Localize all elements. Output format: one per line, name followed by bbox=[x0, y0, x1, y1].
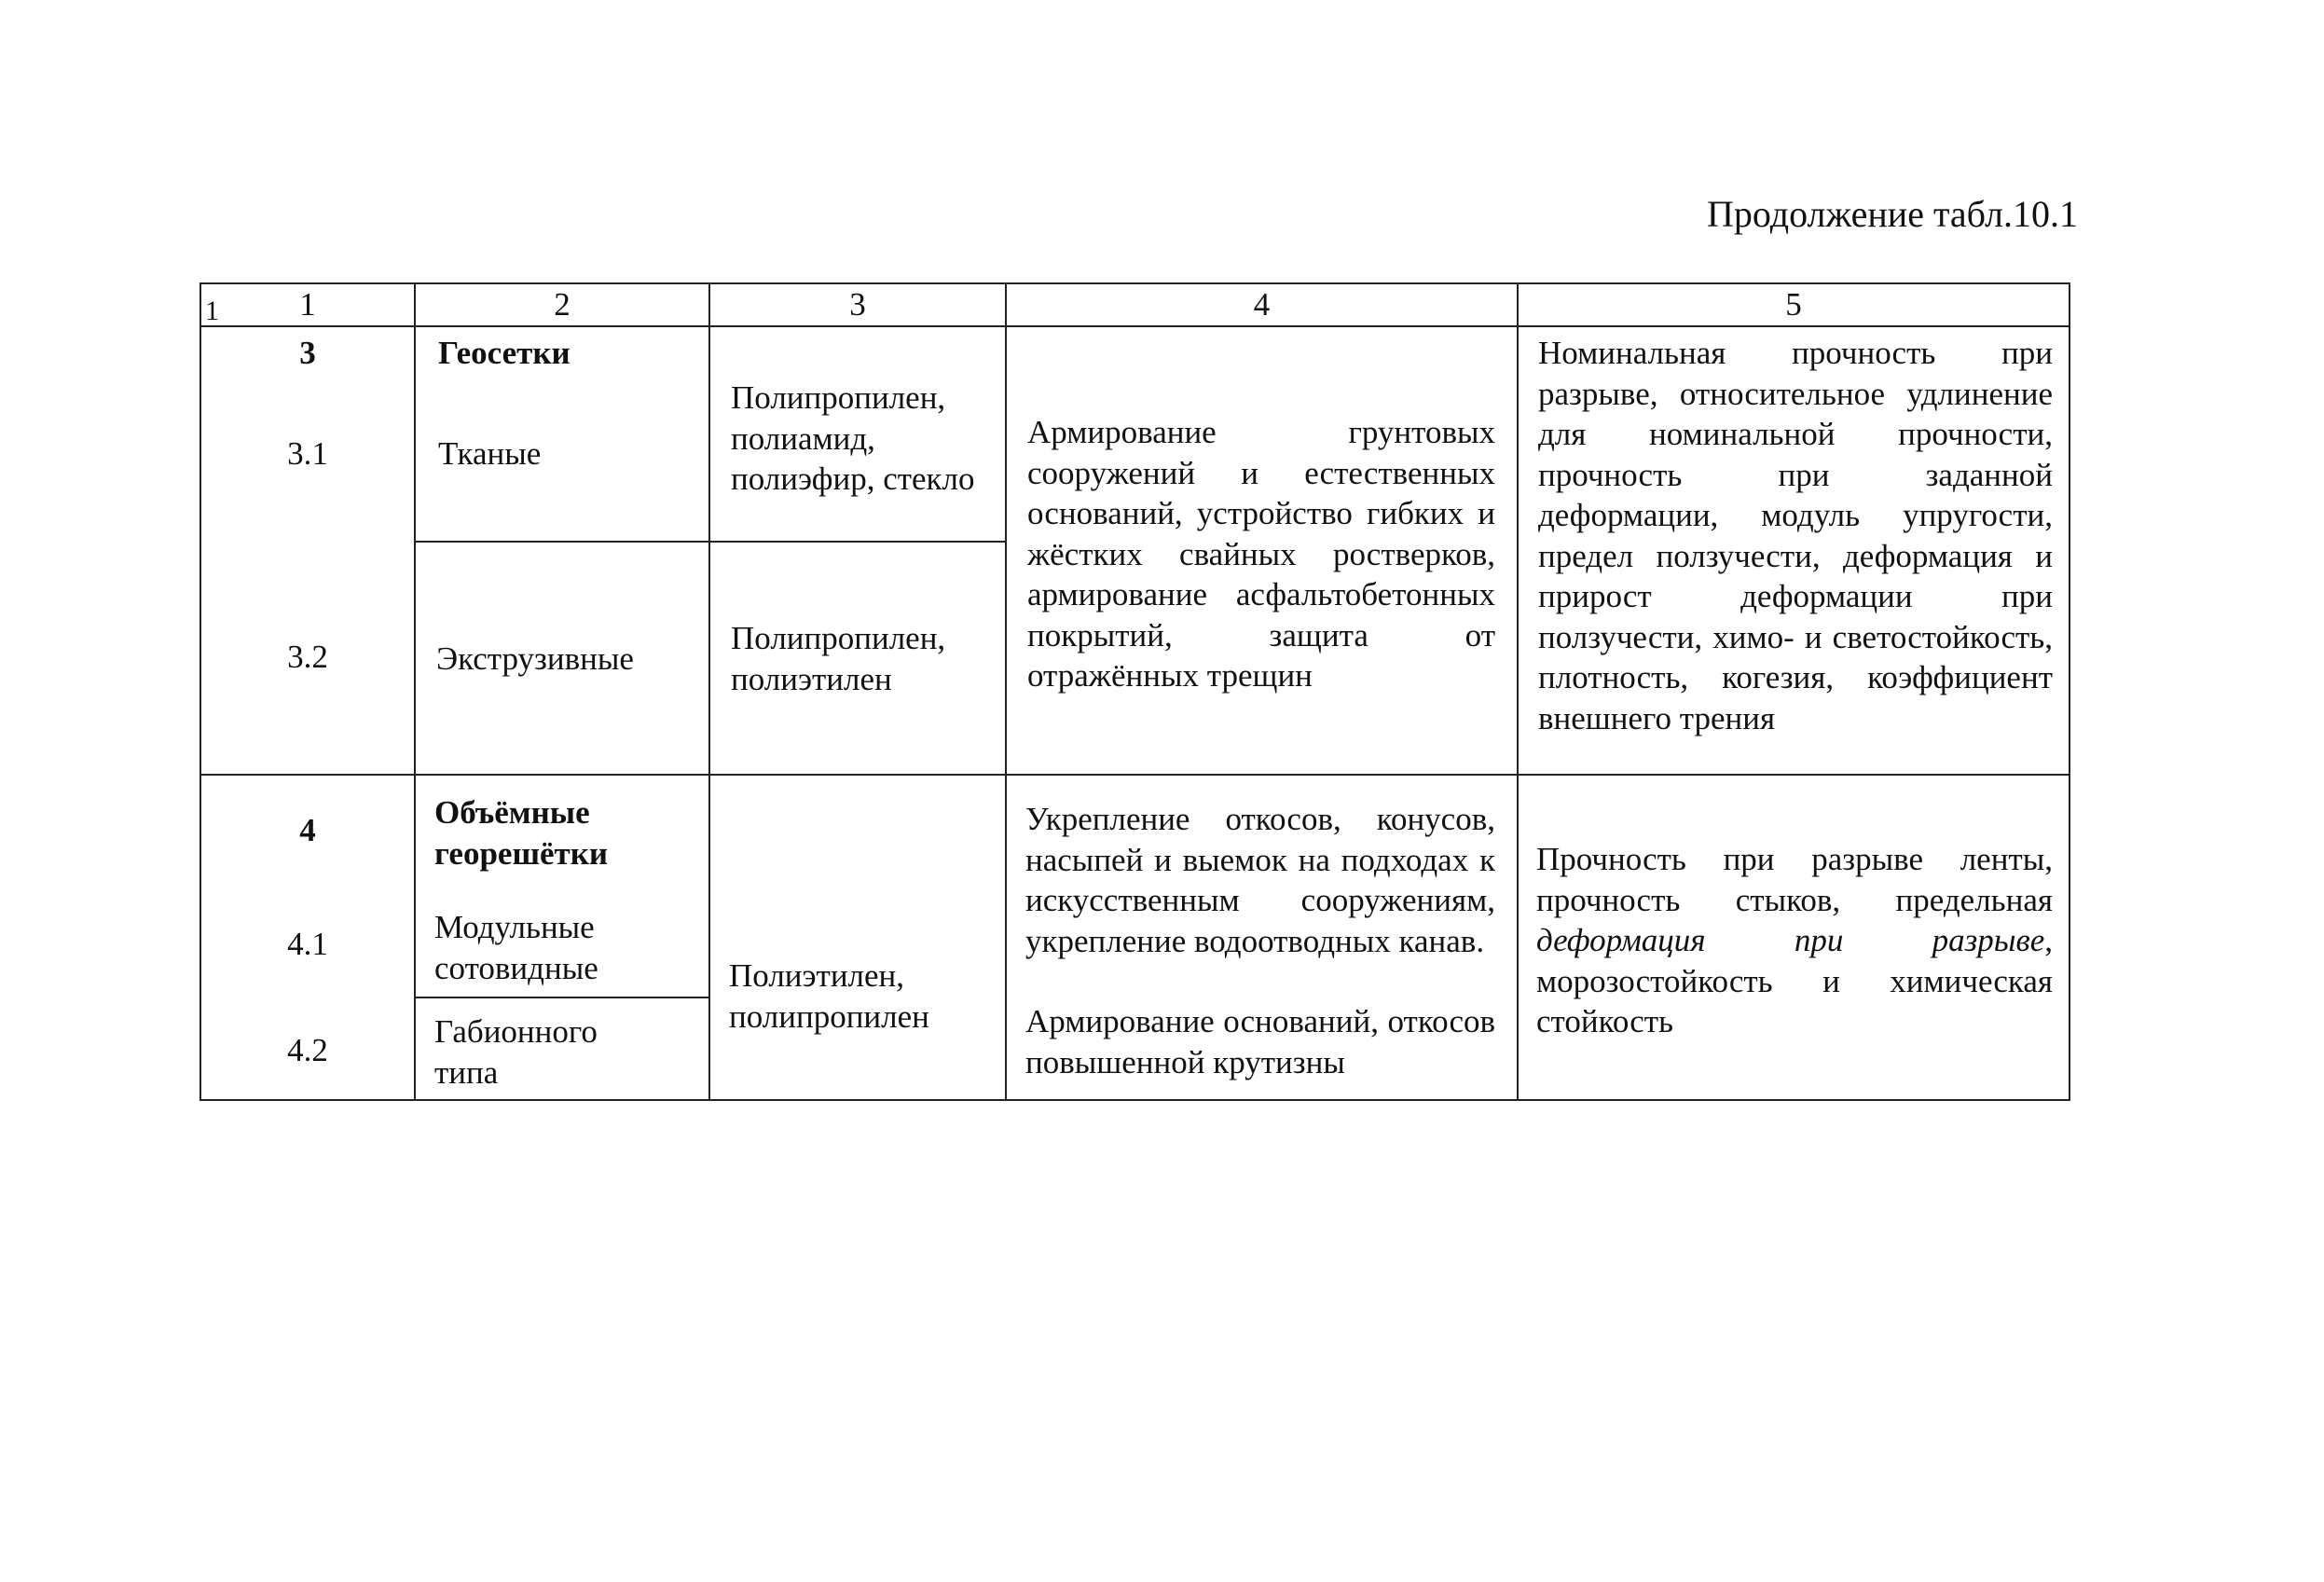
group-3-application: Армирование грунтовых сооружений и естественных оснований, устройство гибких и жёстких свайных ростверков, армирование асфальтобетонных покрытий, защита от отражённых трещин bbox=[1027, 414, 1495, 694]
header-col-3: 3 bbox=[849, 286, 866, 323]
subgroup-4-1-number: 4.1 bbox=[287, 926, 328, 962]
group-divider-rule bbox=[201, 774, 2069, 776]
group-4-properties-part-1: Прочность при разрыве ленты, прочность стыков, предельная bbox=[1536, 841, 2053, 918]
group-3-number: 3 bbox=[299, 335, 316, 371]
header-stray-mark: 1 bbox=[205, 296, 219, 326]
group-4-properties-italic: деформация при разрыве bbox=[1536, 922, 2045, 958]
group-4-properties bbox=[1536, 839, 2053, 1042]
header-col-2: 2 bbox=[554, 286, 571, 323]
column-rule-1 bbox=[414, 284, 416, 1099]
subgroup-3-2-name: Экструзивные bbox=[436, 640, 634, 677]
column-rule-4 bbox=[1517, 284, 1519, 1099]
subgroup-4-rule bbox=[414, 997, 708, 998]
group-4-number: 4 bbox=[299, 812, 316, 848]
subgroup-4-2-number: 4.2 bbox=[287, 1032, 328, 1068]
header-col-5: 5 bbox=[1785, 286, 1802, 323]
table-continuation-caption: Продолжение табл.10.1 bbox=[1707, 193, 2078, 235]
subgroup-3-1-number: 3.1 bbox=[287, 435, 328, 472]
subgroup-4-1-name: Модульные сотовидные bbox=[434, 909, 598, 986]
column-rule-3 bbox=[1005, 284, 1007, 1099]
group-3-title: Геосетки bbox=[438, 335, 571, 371]
header-bottom-rule bbox=[201, 325, 2069, 327]
subgroup-3-2-materials: Полипропилен, полиэтилен bbox=[731, 620, 946, 697]
subgroup-3-1-name: Тканые bbox=[438, 435, 542, 472]
subgroup-3-rule bbox=[414, 541, 1007, 543]
group-3-properties: Номинальная прочность при разрыве, относительное удлинение для номинальной прочности, прочность при заданной деформации, модуль упругости, предел ползучести, деформация и прирост деформации при ползучести, химо- и светостойкость, плотность, когезия, коэффициент внешнего трения bbox=[1538, 335, 2053, 736]
subgroup-4-2-name: Габионного типа bbox=[434, 1013, 598, 1091]
header-col-4: 4 bbox=[1253, 286, 1271, 323]
header-col-1: 1 bbox=[299, 286, 316, 323]
group-4-properties-part-2: , морозостойкость и химическая стойкость bbox=[1536, 922, 2053, 1039]
subgroup-3-1-materials: Полипропилен, полиамид, полиэфир, стекло bbox=[731, 379, 975, 497]
group-4-application-1: Укрепление откосов, конусов, насыпей и выемок на подходах к искусственным сооружениям, укрепление водоотводных канав. bbox=[1025, 801, 1495, 959]
column-rule-2 bbox=[708, 284, 710, 1099]
group-4-title: Объёмные георешётки bbox=[434, 794, 609, 872]
group-4-application-2: Армирование оснований, откосов повышенной крутизны bbox=[1025, 1003, 1495, 1080]
group-4-materials: Полиэтилен, полипропилен bbox=[729, 957, 929, 1035]
materials-table bbox=[199, 282, 2070, 1101]
subgroup-3-2-number: 3.2 bbox=[287, 639, 328, 675]
